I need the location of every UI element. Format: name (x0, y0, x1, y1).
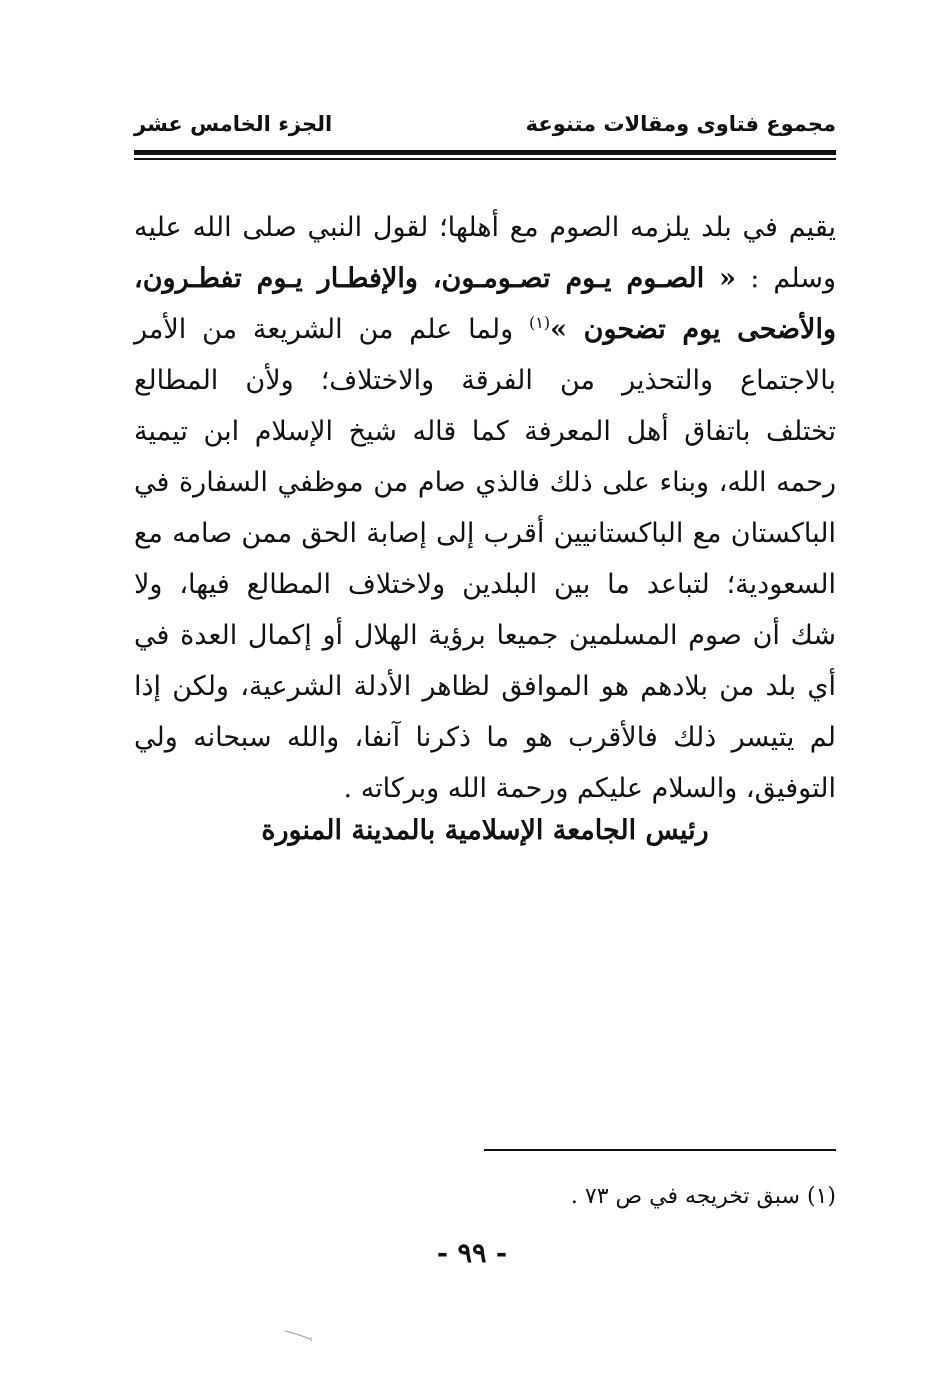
footnote-separator (484, 1149, 836, 1151)
body-line-3-end: ولما علم من الشريعة من الأمر (134, 314, 514, 345)
body-line-5: تختلف باتفاق أهل المعرفة كما قاله شيخ الإسلام ابن تيمية (134, 416, 836, 447)
footnote-marker: (١) (806, 1184, 836, 1209)
body-line-2 (134, 253, 836, 304)
header-rule-thick (134, 150, 836, 155)
scan-artifact-mark (284, 1328, 314, 1342)
signature: رئيس الجامعة الإسلامية بالمدينة المنورة (261, 815, 709, 846)
footnote-text: سبق تخريجه في ص ٧٣ . (570, 1184, 800, 1209)
book-title: مجموع فتاوى ومقالات متنوعة (525, 112, 836, 136)
footnote (571, 1184, 836, 1209)
page-header (134, 112, 836, 148)
volume-label: الجزء الخامس عشر (134, 112, 333, 136)
body-line-11: لم يتيسر ذلك فالأقرب هو ما ذكرنا آنفا، والله سبحانه ولي (134, 722, 836, 753)
body-line-10: أي بلد من بلادهم هو الموافق لظاهر الأدلة الشرعية، ولكن إذا (134, 671, 836, 702)
body-line-1: يقيم في بلد يلزمه الصوم مع أهلها؛ لقول النبي صلى الله عليه (134, 212, 836, 243)
body-line-3 (134, 304, 836, 355)
body-line-2-start: وسلم : (750, 263, 836, 294)
body-line-6: رحمه الله، وبناء على ذلك فالذي صام من موظفي السفارة في (134, 467, 836, 498)
hadith-part-1: « الصـوم يـوم تصـومـون، والإفطـار يـوم تفطـرون، (134, 263, 737, 294)
hadith-part-2: والأضحى يوم تضحون » (550, 314, 836, 345)
body-text (134, 202, 836, 814)
footnote-ref: (١) (529, 313, 551, 332)
header-rule-thin (134, 158, 836, 160)
body-line-4: بالاجتماع والتحذير من الفرقة والاختلاف؛ ولأن المطالع (134, 365, 836, 396)
body-line-9: شك أن صوم المسلمين جميعا برؤية الهلال أو إكمال العدة في (134, 620, 836, 651)
body-line-12: التوفيق، والسلام عليكم ورحمة الله وبركاته . (343, 773, 836, 804)
body-line-7: الباكستان مع الباكستانيين أقرب إلى إصابة الحق ممن صامه مع (134, 518, 836, 549)
body-line-8: السعودية؛ لتباعد ما بين البلدين ولاختلاف المطالع فيها، ولا (134, 569, 836, 600)
page-number: - ٩٩ - (436, 1238, 508, 1269)
